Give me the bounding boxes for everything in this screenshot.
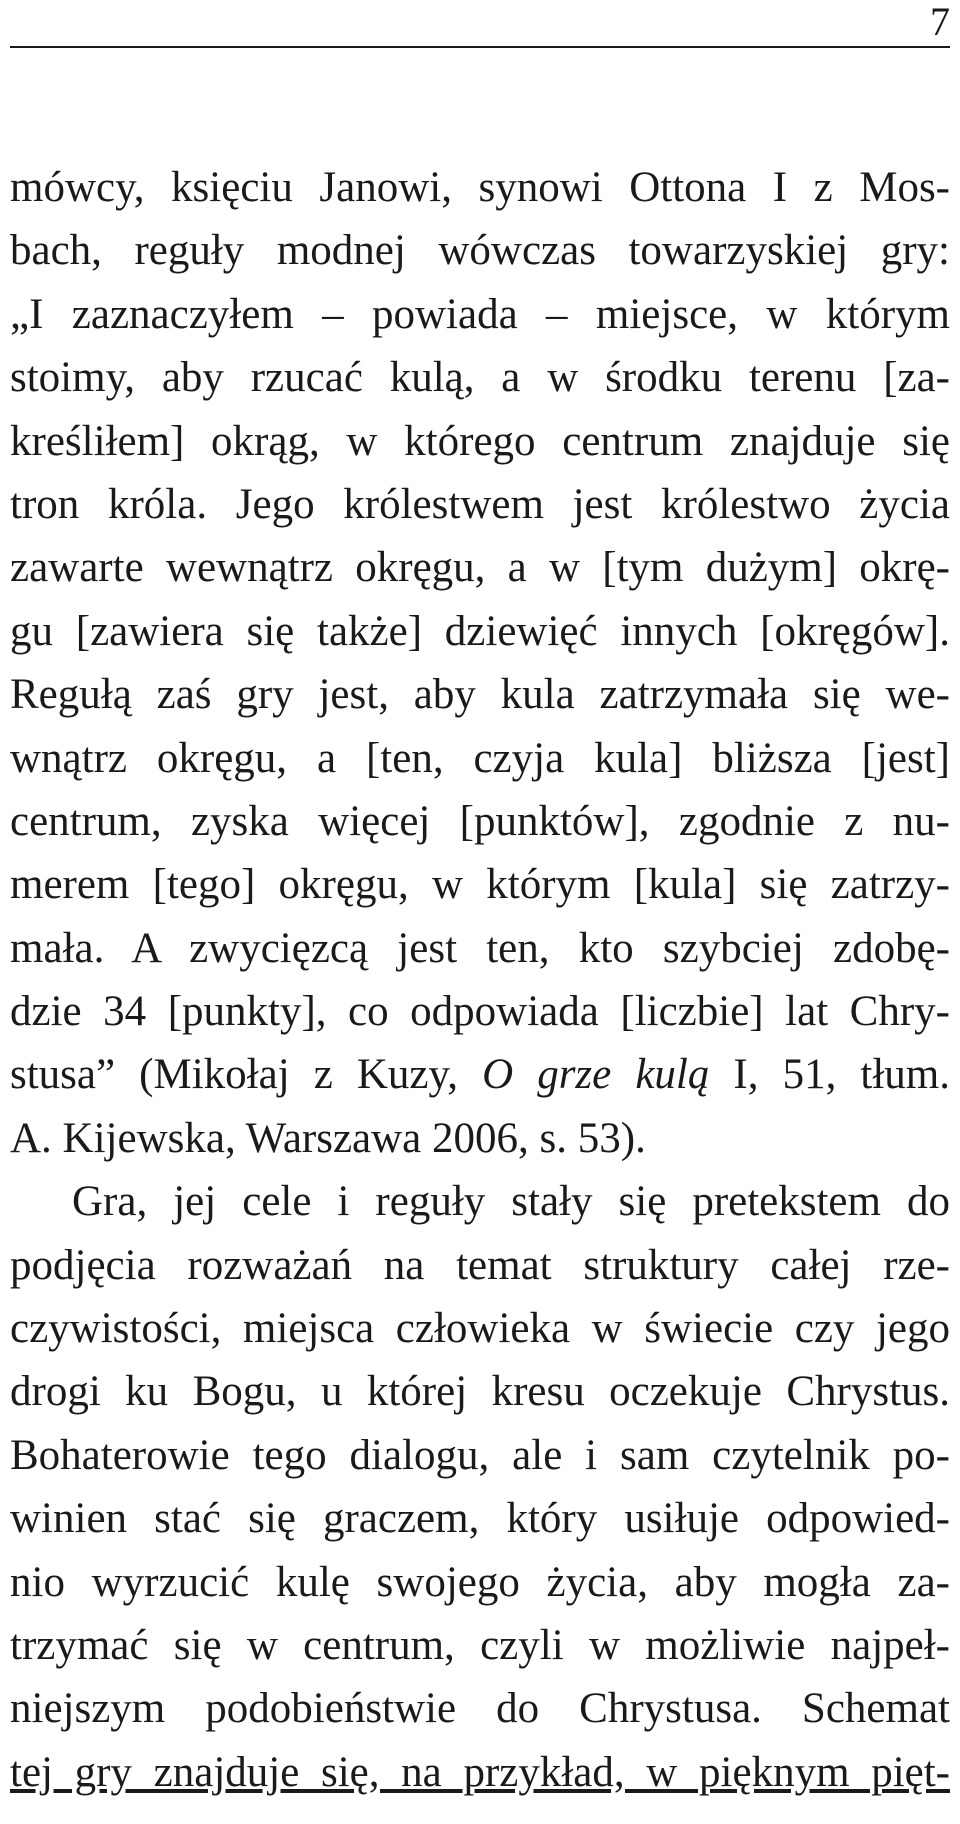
page-number: 7 (930, 0, 950, 44)
book-title: O grze kulą (482, 1051, 710, 1099)
text-line: niejszym podobieństwie do Chrystusa. Schemat (10, 1685, 950, 1733)
text-line: winien stać się graczem, który usiłuje odpowied- (10, 1495, 950, 1543)
citation-line (10, 1043, 950, 1106)
text-line: mała. A zwycięzcą jest ten, kto szybciej zdobę- (10, 924, 950, 972)
text-line: merem [tego] okręgu, w którym [kula] się zatrzy- (10, 861, 950, 909)
paragraph-quote (10, 156, 950, 1170)
text-line-indented: Gra, jej cele i reguły stały się pretekstem do (72, 1178, 950, 1226)
paragraph-commentary (10, 1170, 950, 1804)
text-line: stoimy, aby rzucać kulą, a w środku terenu [za- (10, 354, 950, 402)
text-line: Regułą zaś gry jest, aby kula zatrzymała się we- (10, 671, 950, 719)
body-text (10, 156, 950, 1804)
text-line: wnątrz okręgu, a [ten, czyja kula] bliższa [jest] (10, 734, 950, 782)
text-line: tej gry znajduje się, na przykład, w pięknym pięt- (10, 1748, 950, 1796)
citation-text-before: stusa” (Mikołaj z Kuzy, (10, 1051, 483, 1099)
citation-text-after: I, 51, tłum. (709, 1051, 950, 1099)
text-line: tron króla. Jego królestwem jest królestwo życia (10, 480, 950, 528)
text-line-last: A. Kijewska, Warszawa 2006, s. 53). (10, 1114, 646, 1162)
text-line: bach, reguły modnej wówczas towarzyskiej gry: (10, 227, 950, 275)
text-line: Bohaterowie tego dialogu, ale i sam czytelnik po- (10, 1431, 950, 1479)
text-line: „I zaznaczyłem – powiada – miejsce, w którym (10, 290, 950, 338)
text-line: trzymać się w centrum, czyli w możliwie najpeł- (10, 1621, 950, 1669)
text-line: podjęcia rozważań na temat struktury całej rze- (10, 1241, 950, 1289)
text-line: gu [zawiera się także] dziewięć innych [okręgów]. (10, 607, 950, 655)
text-line: zawarte wewnątrz okręgu, a w [tym dużym] okrę- (10, 544, 950, 592)
text-line: nio wyrzucić kulę swojego życia, aby mogła za- (10, 1558, 950, 1606)
text-line: drogi ku Bogu, u której kresu oczekuje Chrystus. (10, 1368, 950, 1416)
text-line: centrum, zyska więcej [punktów], zgodnie z nu- (10, 797, 950, 845)
text-line: mówcy, księciu Janowi, synowi Ottona I z Mos- (10, 164, 950, 211)
text-line: kreśliłem] okrąg, w którego centrum znajduje się (10, 417, 950, 465)
header-rule (10, 46, 950, 48)
text-line: czywistości, miejsca człowieka w świecie czy jego (10, 1305, 950, 1353)
text-line: dzie 34 [punkty], co odpowiada [liczbie] lat Chry- (10, 988, 950, 1036)
